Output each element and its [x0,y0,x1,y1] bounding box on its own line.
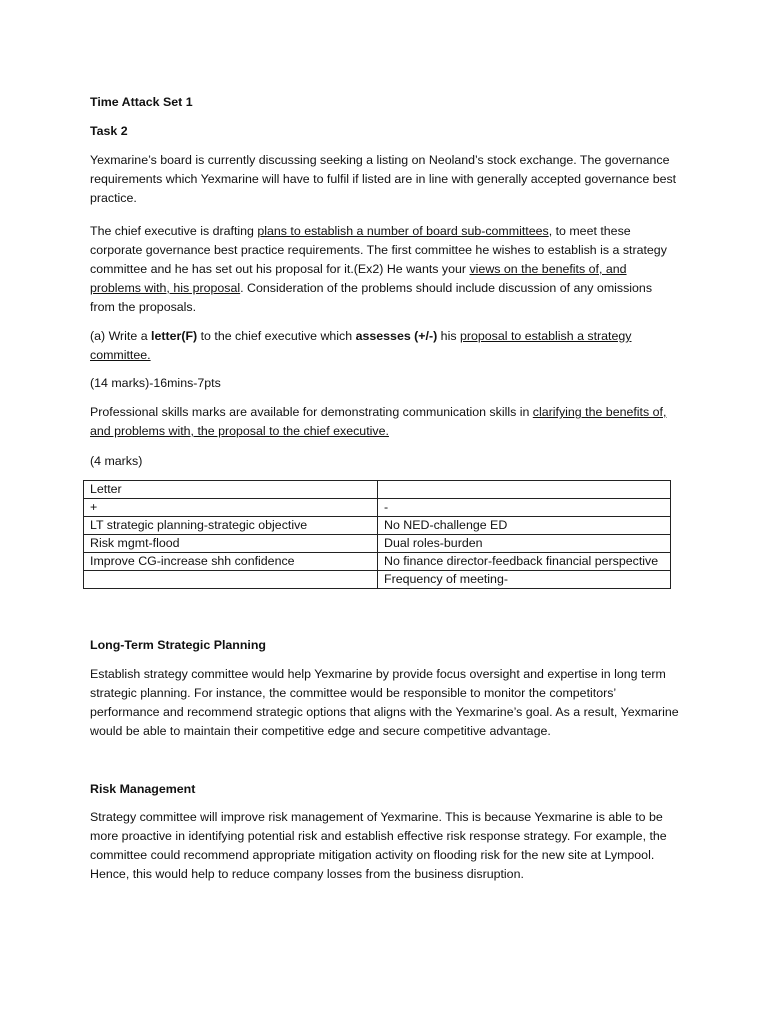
document-heading: Time Attack Set 1 [90,95,193,109]
table-cell: - [378,499,671,517]
table-cell: No NED-challenge ED [378,517,671,535]
section-body-risk-management: Strategy committee will improve risk management of Yexmarine. This is because Yexmarine is able to be more proactive in identifying potential risk and establish effective risk response strategy. For example, the committee could recommend appropriate mitigation activity on flooding risk for the new site at Lympool. Hence, this would help to reduce company losses from the business disruption. [90,810,667,881]
question-bold-letter: letter(F) [151,329,198,343]
proposal-underline-2: views on the benefits of, and problems with, his proposal [90,262,627,295]
benefits-problems-table [83,480,671,589]
section-title-risk-management: Risk Management [90,782,196,796]
table-row [84,571,671,589]
table-cell: No finance director-feedback financial perspective [378,553,671,571]
question-paragraph [90,327,680,365]
prof-underline: clarifying the benefits of, and problems with, the proposal to the chief executive. [90,405,667,438]
table-row [84,553,671,571]
prof-text-a: Professional skills marks are available for demonstrating communication skills in [90,405,533,419]
table-row [84,535,671,553]
question-underline: proposal to establish a strategy committee. [90,329,632,362]
table-cell: Frequency of meeting- [378,571,671,589]
table-cell: + [84,499,378,517]
question-text-a: (a) Write a [90,329,152,343]
table-row [84,517,671,535]
question-text-c: his [437,329,460,343]
table-cell: Improve CG-increase shh confidence [84,553,378,571]
section-body-strategic-planning: Establish strategy committee would help Yexmarine by provide focus oversight and expertise in long term strategic planning. For instance, the committee would be responsible to monitor the competitors’ performance and recommend strategic options that aligns with the Yexmarine’s goal. As a result, Yexmarine would be able to maintain their competitive edge and secure competitive advantage. [90,667,679,738]
marks-line-2: (4 marks) [90,454,143,468]
intro-paragraph: Yexmarine’s board is currently discussing seeking a listing on Neoland’s stock exchange. The governance requirements which Yexmarine will have to fulfil if listed are in line with generally accepted governance best practice. [90,153,677,205]
proposal-text-a: The chief executive is drafting [90,224,258,238]
table-cell [378,481,671,499]
proposal-text-c: . Consideration of the problems should include discussion of any omissions from the proposals. [90,281,653,314]
table-row [84,499,671,517]
table-cell: LT strategic planning-strategic objective [84,517,378,535]
table-cell [84,571,378,589]
proposal-text-b: , to meet these corporate governance best practice requirements. The first committee he wishes to establish is a strategy committee and he has set out his proposal for it.(Ex2) He wants your [90,224,667,276]
table-cell: Risk mgmt-flood [84,535,378,553]
question-text-b: to the chief executive which [197,329,356,343]
section-title-strategic-planning: Long-Term Strategic Planning [90,638,267,652]
table-cell: Letter [84,481,378,499]
task-label: Task 2 [90,124,128,138]
marks-line-1: (14 marks)-16mins-7pts [90,376,221,390]
question-bold-assesses: assesses (+/-) [355,329,438,343]
proposal-paragraph [90,222,680,317]
table-row [84,481,671,499]
table-cell: Dual roles-burden [378,535,671,553]
professional-skills-paragraph [90,403,680,441]
proposal-underline-1: plans to establish a number of board sub-committees [257,224,549,238]
